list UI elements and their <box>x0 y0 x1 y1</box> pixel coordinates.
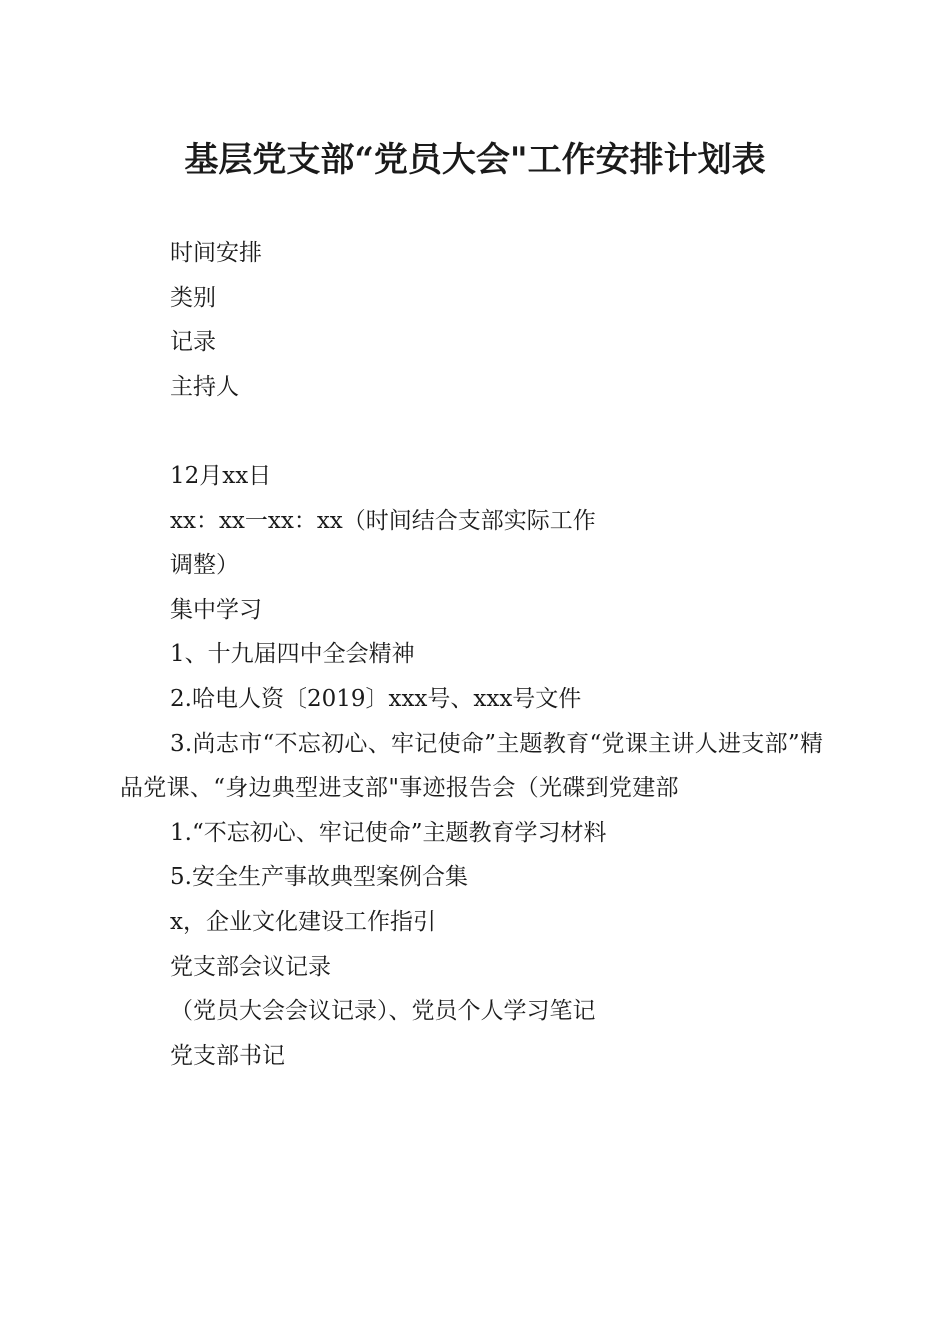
field-record-label: 记录 <box>170 329 216 356</box>
time-range-continuation: 调整） <box>170 552 239 579</box>
field-time-label: 时间安排 <box>170 240 262 266</box>
study-item: 2.哈电人资〔2019〕xxx号、xxx号文件 <box>170 685 582 712</box>
study-item: 3.尚志市“不忘初心、牢记使命”主题教育“党课主讲人进支部”精品党课、“身边典型进支部"事迹报告会（光碟到党建部 <box>120 730 824 802</box>
record-detail: （党员大会会议记录）、党员个人学习笔记 <box>170 998 596 1025</box>
study-item: x，企业文化建设工作指引 <box>170 908 436 935</box>
time-range-text: xx：xx一xx：xx（时间结合支部实际工作 <box>170 507 596 534</box>
study-item: 5.安全生产事故典型案例合集 <box>170 864 468 891</box>
blank-line <box>120 409 840 454</box>
record-title: 党支部会议记录 <box>170 953 331 980</box>
date-text: 12月xx日 <box>170 462 272 489</box>
field-host-label: 主持人 <box>170 373 239 400</box>
document-body <box>120 231 840 1078</box>
field-category-label: 类别 <box>170 284 216 311</box>
host-name: 党支部书记 <box>170 1042 285 1069</box>
study-item: 1、十九届四中全会精神 <box>170 641 415 668</box>
section-heading: 集中学习 <box>170 596 262 623</box>
study-item: 1.“不忘初心、牢记使命”主题教育学习材料 <box>170 819 607 846</box>
page-title: 基层党支部“党员大会"工作安排计划表 <box>184 140 766 180</box>
